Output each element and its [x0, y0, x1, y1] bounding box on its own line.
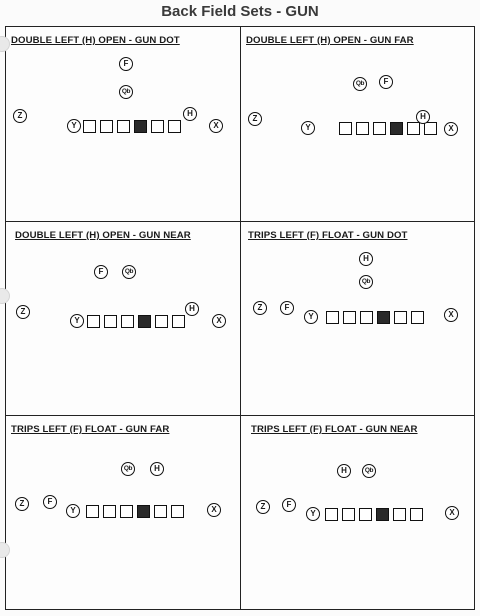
lineman-square: [172, 315, 185, 328]
player-h: H: [416, 110, 430, 124]
formation-title: TRIPS LEFT (F) FLOAT - GUN DOT: [248, 230, 408, 241]
player-h: H: [150, 462, 164, 476]
lineman-square: [407, 122, 420, 135]
center-lineman: [138, 315, 151, 328]
lineman-square: [373, 122, 386, 135]
formation-panel: [241, 416, 476, 610]
player-y: Y: [66, 504, 80, 518]
lineman-square: [393, 508, 406, 521]
player-f: F: [43, 495, 57, 509]
lineman-square: [168, 120, 181, 133]
formation-panel: [241, 27, 476, 221]
lineman-square: [171, 505, 184, 518]
formation-panel: [241, 222, 476, 416]
lineman-square: [411, 311, 424, 324]
lineman-square: [410, 508, 423, 521]
player-z: Z: [15, 497, 29, 511]
formation-title: DOUBLE LEFT (H) OPEN - GUN FAR: [246, 35, 414, 46]
player-z: Z: [13, 109, 27, 123]
player-qb: Qb: [353, 77, 367, 91]
lineman-square: [104, 315, 117, 328]
player-y: Y: [301, 121, 315, 135]
lineman-square: [342, 508, 355, 521]
player-x: X: [444, 308, 458, 322]
lineman-square: [87, 315, 100, 328]
player-h: H: [337, 464, 351, 478]
formation-title: DOUBLE LEFT (H) OPEN - GUN NEAR: [15, 230, 191, 241]
player-qb: Qb: [122, 265, 136, 279]
formation-title: TRIPS LEFT (F) FLOAT - GUN FAR: [11, 424, 170, 435]
lineman-square: [394, 311, 407, 324]
center-lineman: [390, 122, 403, 135]
player-z: Z: [16, 305, 30, 319]
formation-title: TRIPS LEFT (F) FLOAT - GUN NEAR: [251, 424, 418, 435]
formation-panel: [5, 222, 240, 416]
player-f: F: [282, 498, 296, 512]
player-h: H: [359, 252, 373, 266]
lineman-square: [356, 122, 369, 135]
player-h: H: [183, 107, 197, 121]
player-qb: Qb: [362, 464, 376, 478]
player-qb: Qb: [119, 85, 133, 99]
player-f: F: [119, 57, 133, 71]
lineman-square: [120, 505, 133, 518]
lineman-square: [326, 311, 339, 324]
player-z: Z: [256, 500, 270, 514]
lineman-square: [83, 120, 96, 133]
lineman-square: [155, 315, 168, 328]
player-x: X: [207, 503, 221, 517]
player-f: F: [280, 301, 294, 315]
player-f: F: [379, 75, 393, 89]
player-x: X: [209, 119, 223, 133]
player-z: Z: [253, 301, 267, 315]
lineman-square: [151, 120, 164, 133]
formation-title: DOUBLE LEFT (H) OPEN - GUN DOT: [11, 35, 180, 46]
formation-panel: [5, 27, 240, 221]
center-lineman: [137, 505, 150, 518]
lineman-square: [86, 505, 99, 518]
lineman-square: [360, 311, 373, 324]
player-y: Y: [304, 310, 318, 324]
player-qb: Qb: [121, 462, 135, 476]
lineman-square: [117, 120, 130, 133]
center-lineman: [134, 120, 147, 133]
player-qb: Qb: [359, 275, 373, 289]
player-x: X: [212, 314, 226, 328]
lineman-square: [343, 311, 356, 324]
lineman-square: [359, 508, 372, 521]
formation-panel: [5, 416, 240, 610]
lineman-square: [100, 120, 113, 133]
player-f: F: [94, 265, 108, 279]
center-lineman: [377, 311, 390, 324]
lineman-square: [154, 505, 167, 518]
lineman-square: [103, 505, 116, 518]
player-y: Y: [306, 507, 320, 521]
player-y: Y: [67, 119, 81, 133]
player-x: X: [445, 506, 459, 520]
lineman-square: [339, 122, 352, 135]
lineman-square: [121, 315, 134, 328]
player-h: H: [185, 302, 199, 316]
center-lineman: [376, 508, 389, 521]
page-title: Back Field Sets - GUN: [161, 3, 319, 20]
player-x: X: [444, 122, 458, 136]
player-z: Z: [248, 112, 262, 126]
lineman-square: [325, 508, 338, 521]
player-y: Y: [70, 314, 84, 328]
